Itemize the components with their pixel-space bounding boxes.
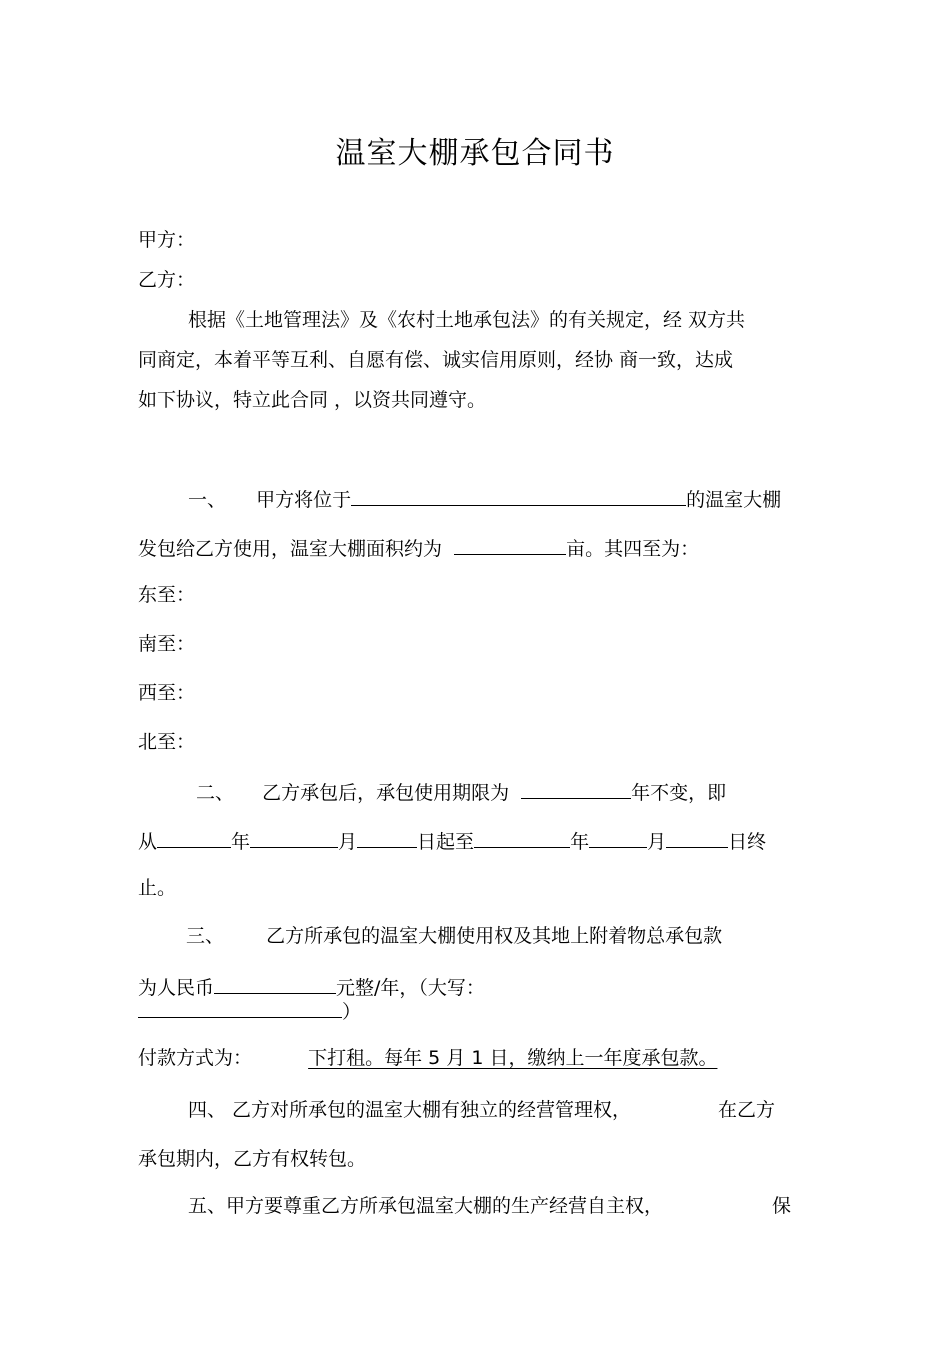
- party-b-label: 乙方：: [138, 269, 196, 291]
- start-year-blank: [157, 827, 231, 848]
- clause-4-line-2: 承包期内，乙方有权转包。: [138, 1148, 367, 1170]
- rent-amount-blank: [214, 973, 336, 994]
- party-a-label: 甲方：: [138, 229, 196, 251]
- clause-2-line-1: [196, 778, 726, 805]
- rent-label: 为人民币: [138, 977, 215, 999]
- rent-words-blank: [138, 997, 342, 1018]
- west-boundary: 西至：: [138, 682, 196, 704]
- payment-line: [138, 1046, 717, 1070]
- month-label: 月: [338, 831, 358, 853]
- end-month-label: 月: [647, 831, 667, 853]
- end-year-label: 年: [570, 831, 590, 853]
- end-day-label: 日终: [728, 831, 767, 853]
- clause-3-line-2: [138, 973, 485, 1000]
- clause-3-number: 三、: [186, 925, 225, 947]
- clause-1-text-pre: 甲方将位于: [256, 489, 352, 511]
- rent-unit: 元整/年，（大写：: [336, 977, 485, 999]
- clause-4-line-1: 四、 乙方对所承包的温室大棚有独立的经营管理权，: [188, 1099, 632, 1121]
- term-suffix: 年不变，即: [631, 782, 727, 804]
- clause-1-number: 一、: [188, 489, 227, 511]
- term-label: 乙方承包后，承包使用期限为: [262, 782, 510, 804]
- clause-3-text: 乙方所承包的温室大棚使用权及其地上附着物总承包款: [266, 925, 723, 947]
- location-blank: [351, 485, 686, 506]
- payment-value: 下打租。每年 5 月 1 日，缴纳上一年度承包款。: [308, 1047, 718, 1069]
- end-month-blank: [589, 827, 647, 848]
- start-month-blank: [250, 827, 338, 848]
- document-title: 温室大棚承包合同书: [335, 136, 615, 171]
- north-boundary: 北至：: [138, 731, 196, 753]
- from-label: 从: [138, 831, 158, 853]
- clause-5-line-1: 五、甲方要尊重乙方所承包温室大棚的生产经营自主权，: [188, 1195, 664, 1217]
- intro-line-1: 根据《土地管理法》及《农村土地承包法》的有关规定，经 双方共: [188, 309, 746, 331]
- term-years-blank: [521, 778, 631, 799]
- year-label: 年: [231, 831, 251, 853]
- clause-2-number: 二、: [196, 782, 235, 804]
- intro-line-3: 如下协议，特立此合同 ，以资共同遵守。: [138, 389, 487, 411]
- clause-1-line-1: [188, 485, 781, 512]
- clause-3-line-1: [186, 924, 722, 948]
- clause-2-line-2: [138, 827, 766, 854]
- area-blank: [454, 534, 566, 555]
- end-day-blank: [666, 827, 728, 848]
- east-boundary: 东至：: [138, 584, 196, 606]
- start-day-blank: [357, 827, 417, 848]
- clause-3-line-3: [138, 997, 361, 1024]
- clause-1-line-2: [138, 534, 699, 561]
- clause-1-text-post: 的温室大棚: [686, 489, 782, 511]
- start-day-label: 日起至: [417, 831, 475, 853]
- area-label: 发包给乙方使用，温室大棚面积约为: [138, 538, 443, 560]
- clause-5-line-1-right: 保: [772, 1195, 792, 1217]
- south-boundary: 南至：: [138, 633, 196, 655]
- end-year-blank: [474, 827, 570, 848]
- area-unit: 亩。其四至为：: [566, 538, 700, 560]
- close-paren: ）: [342, 1001, 362, 1023]
- payment-label: 付款方式为：: [138, 1047, 253, 1069]
- intro-line-2: 同商定，本着平等互利、自愿有偿、诚实信用原则，经协 商一致，达成: [138, 349, 734, 371]
- clause-2-line-3: 止。: [138, 877, 177, 899]
- clause-4-line-1-right: 在乙方: [718, 1099, 776, 1121]
